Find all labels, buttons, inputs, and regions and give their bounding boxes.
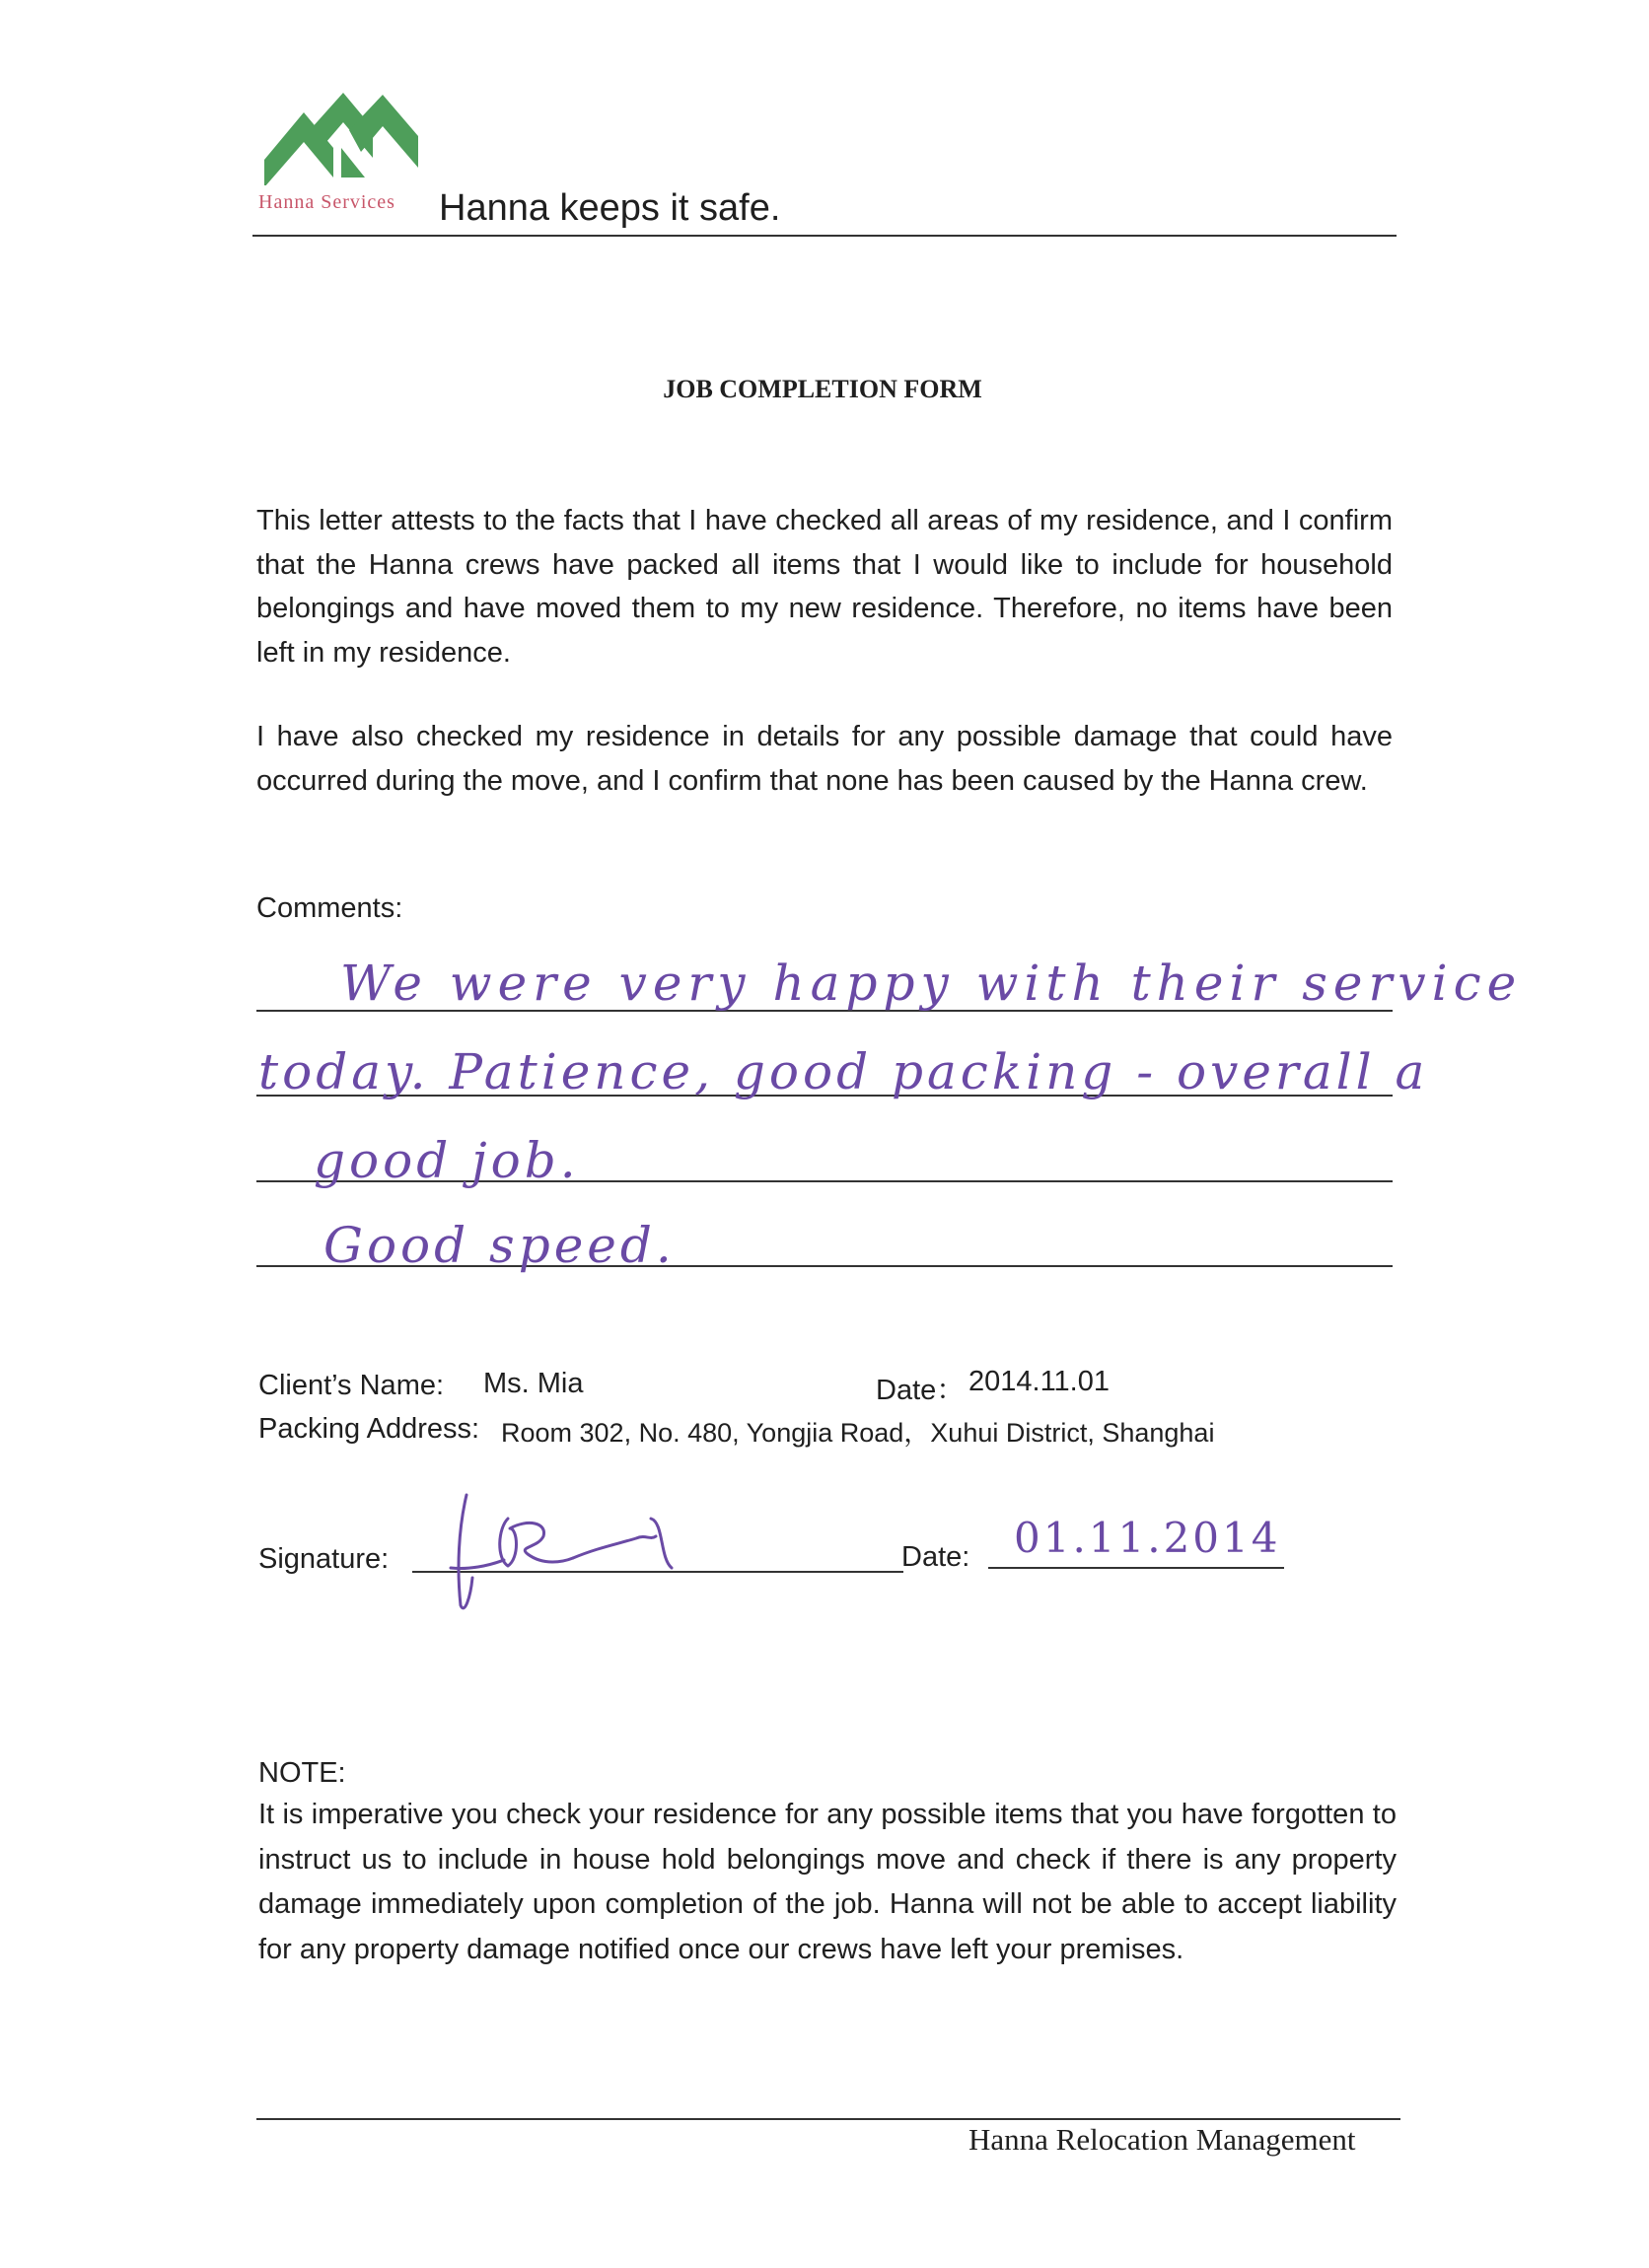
comments-label: Comments:	[256, 892, 403, 924]
client-date-label: Date：	[876, 1375, 966, 1406]
handwritten-date: 01.11.2014	[1014, 1514, 1281, 1562]
handwritten-comment-line: We were very happy with their service	[340, 955, 1523, 1012]
form-title-container	[0, 375, 1649, 404]
header-divider	[252, 235, 1397, 237]
signature-date-label: Date:	[901, 1541, 970, 1573]
damage-check-paragraph: I have also checked my residence in details for any possible damage that could have occurred during the move, and I confirm that none has been caused by the Hanna crew.	[256, 721, 1393, 797]
footer-divider	[256, 2118, 1400, 2120]
packing-address-value: Room 302, No. 480, Yongjia Road，Xuhui District, Shanghai	[501, 1418, 1215, 1448]
signature-label: Signature:	[258, 1543, 390, 1575]
packing-address-label: Packing Address:	[258, 1413, 480, 1445]
client-date-value: 2014.11.01	[968, 1366, 1110, 1397]
handwritten-comment-line: Good speed.	[323, 1217, 676, 1274]
attestation-paragraph: This letter attests to the facts that I have checked all areas of my residence, and I confirm that the Hanna crews have packed all items that I would like to include for household belongings and have moved them to my new residence. Therefore, no items have been left in my residence.	[256, 505, 1393, 669]
footer-company: Hanna Relocation Management	[968, 2122, 1356, 2157]
note-text: It is imperative you check your residence for any possible items that you have forgotten to instruct us to include in house hold belongings move and check if there is any property damage immediately upon completion of the job. Hanna will not be able to accept liability for any property damage notified once our crews have left your premises.	[258, 1799, 1397, 1965]
client-name-label: Client’s Name:	[258, 1370, 445, 1401]
handwritten-comment-line: good job.	[314, 1132, 580, 1189]
handwritten-signature-icon	[449, 1489, 774, 1617]
brand-name: Hanna Services	[258, 191, 395, 213]
house-roof-logo-icon	[262, 91, 420, 185]
handwritten-comment-line: today. Patience, good packing - overall a	[258, 1043, 1429, 1100]
note-label: NOTE:	[258, 1757, 346, 1789]
tagline: Hanna keeps it safe.	[439, 187, 781, 229]
client-name-value: Ms. Mia	[483, 1368, 584, 1399]
form-title: JOB COMPLETION FORM	[663, 375, 982, 403]
signature-date-line	[988, 1567, 1284, 1569]
